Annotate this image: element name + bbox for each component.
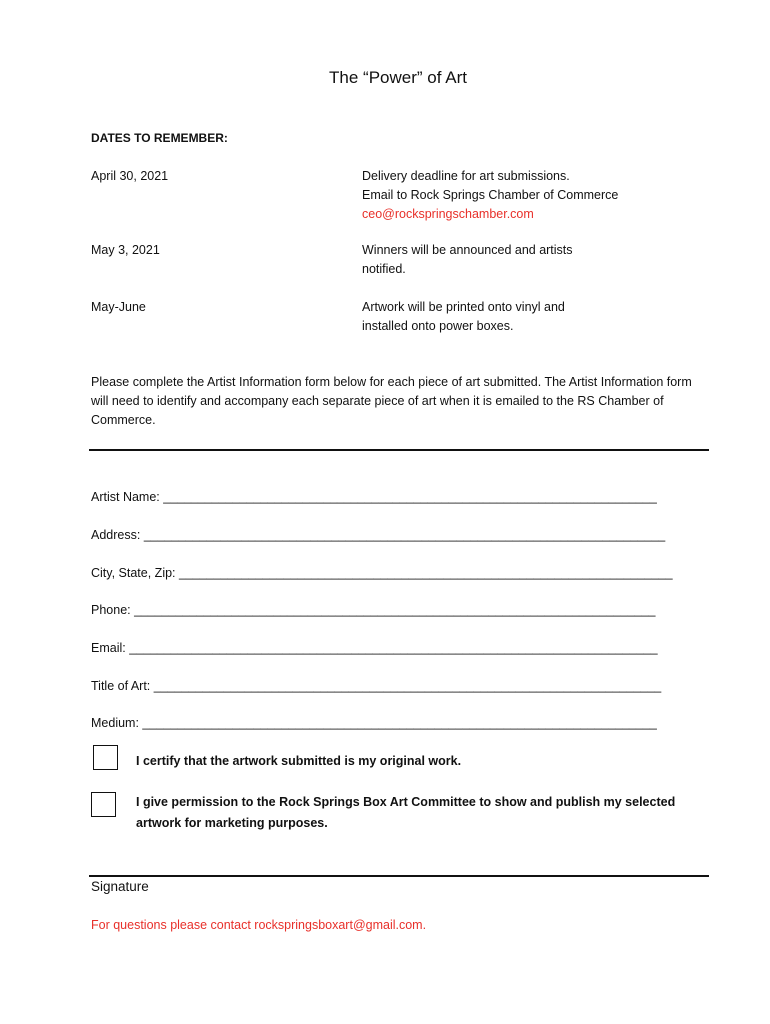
date-label: May 3, 2021	[91, 243, 160, 257]
field-label: Title of Art:	[91, 679, 151, 693]
artist-name-field[interactable]	[91, 490, 657, 504]
description-line: Winners will be announced and artists	[362, 243, 573, 257]
field-blank[interactable]: _______________________________________________________________________	[163, 490, 657, 504]
date-label: April 30, 2021	[91, 169, 169, 183]
original-work-checkbox[interactable]	[93, 745, 118, 770]
date-description	[362, 241, 573, 279]
date-label: May-June	[91, 300, 146, 314]
title-of-art-field[interactable]	[91, 679, 661, 693]
description-line: Delivery deadline for art submissions.	[362, 169, 570, 183]
contact-note: For questions please contact rockspringsboxart@gmail.com.	[91, 918, 427, 932]
field-label: Medium:	[91, 716, 139, 730]
original-work-statement: I certify that the artwork submitted is my original work.	[136, 754, 462, 768]
marketing-permission-checkbox[interactable]	[91, 792, 116, 817]
field-blank[interactable]: _______________________________________________________________________	[179, 566, 673, 580]
description-line: installed onto power boxes.	[362, 319, 514, 333]
date-description	[362, 167, 618, 224]
instructions-paragraph: Please complete the Artist Information form below for each piece of art submitted. The Artist Information form will need to identify and accompany each separate piece of art when it is emailed to the RS Chamber of Commerce.	[91, 375, 692, 427]
page-title: The “Power” of Art	[329, 68, 467, 87]
field-blank[interactable]: ____________________________________________________________________________	[129, 641, 658, 655]
dates-heading: DATES TO REMEMBER:	[91, 131, 228, 145]
chamber-email-link[interactable]: ceo@rockspringschamber.com	[362, 207, 534, 221]
marketing-permission-statement: I give permission to the Rock Springs Box Art Committee to show and publish my selected artwork for marketing purposes.	[136, 795, 676, 830]
address-field[interactable]	[91, 528, 665, 542]
field-label: Artist Name:	[91, 490, 160, 504]
field-label: Address:	[91, 528, 141, 542]
description-line: Artwork will be printed onto vinyl and	[362, 300, 565, 314]
field-blank[interactable]: ___________________________________________________________________________	[143, 528, 666, 542]
field-blank[interactable]: _________________________________________________________________________	[153, 679, 662, 693]
field-label: Email:	[91, 641, 126, 655]
signature-label: Signature	[91, 879, 149, 894]
field-label: Phone:	[91, 603, 131, 617]
phone-field[interactable]	[91, 603, 656, 617]
city-state-zip-field[interactable]	[91, 566, 673, 580]
signature-line[interactable]	[89, 875, 709, 877]
field-label: City, State, Zip:	[91, 566, 176, 580]
field-blank[interactable]: __________________________________________________________________________	[142, 716, 657, 730]
date-description	[362, 298, 565, 336]
field-blank[interactable]: ___________________________________________________________________________	[134, 603, 656, 617]
medium-field[interactable]	[91, 716, 657, 730]
section-divider	[89, 449, 709, 451]
description-line: Email to Rock Springs Chamber of Commerce	[362, 188, 619, 202]
description-line: notified.	[362, 262, 406, 276]
email-field[interactable]	[91, 641, 658, 655]
